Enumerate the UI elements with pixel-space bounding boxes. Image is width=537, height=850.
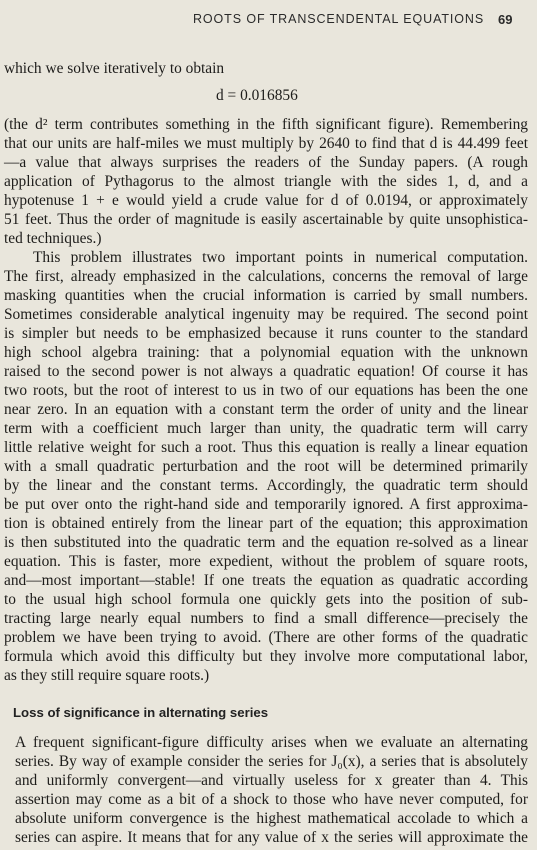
text-line: tracting large nearly equal numbers to find a small difference—precisely the xyxy=(4,610,528,627)
text-line: near zero. In an equation with a constant term the order of unity and the linear xyxy=(4,401,528,418)
text-line: raised to the second power is not always a quadratic equation! Of course it has xyxy=(4,363,528,380)
running-head-title: ROOTS OF TRANSCENDENTAL EQUATIONS xyxy=(193,12,485,26)
section-heading: Loss of significance in alternating series xyxy=(13,705,269,720)
text-line: hypotenuse 1 + e would yield a crude value for d of 0.0194, or approximately xyxy=(4,192,528,209)
text-line: tion is obtained entirely from the linear part of the equation; this approximation xyxy=(4,515,528,532)
text-line: high school algebra training: that a polynomial equation with the unknown xyxy=(4,344,528,361)
text-line: and—most important—stable! If one treats the equation as quadratic according xyxy=(4,572,528,589)
text-line: The first, already emphasized in the calculations, concerns the removal of large xyxy=(4,268,528,285)
paragraph-first-line: This problem illustrates two important points in numerical computation. xyxy=(33,249,528,266)
text-line: series. By way of example consider the series for J₀(x), a series that is absolutely xyxy=(15,753,528,770)
text-line: two roots, but the root of interest to us in two of our equations has been the one xyxy=(4,382,528,399)
text-line: equation. This is faster, more expedient, without the problem of square roots, xyxy=(4,553,528,570)
text-line: series can aspire. It means that for any value of x the series will approximate the xyxy=(15,829,528,846)
text-line: as they still require square roots.) xyxy=(4,667,210,684)
text-line: with a small quadratic perturbation and the root will be determined primarily xyxy=(4,458,528,475)
text-line: problem we have been trying to avoid. (There are other forms of the quadratic xyxy=(4,629,528,646)
text-line: application of Pythagorus to the almost triangle with the sides 1, d, and a xyxy=(4,173,528,190)
running-head xyxy=(0,12,537,30)
text-line: that our units are half-miles we must multiply by 2640 to find that d is 44.499 feet xyxy=(4,135,528,152)
text-line: little relative weight for such a root. Thus this equation is really a linear equation xyxy=(4,439,528,456)
text-line: by the linear and the constant terms. Accordingly, the quadratic term should xyxy=(4,477,528,494)
text-line: assertion may come as a bit of a shock to those who have never computed, for xyxy=(15,791,528,808)
paragraph-first-line: A frequent significant-figure difficulty arises when we evaluate an alternating xyxy=(15,734,528,751)
text-line: is then substituted into the quadratic term and the equation re-solved as a linear xyxy=(4,534,528,551)
text-line: is simpler but needs to be emphasized because it runs counter to the standard xyxy=(4,325,528,342)
text-line: —a value that always surprises the readers of the Sunday papers. (A rough xyxy=(4,154,528,171)
page-number: 69 xyxy=(498,12,513,27)
text-line: ted techniques.) xyxy=(4,230,102,247)
text-line: term with a coefficient much larger than unity, the quadratic term will carry xyxy=(4,420,528,437)
text-line: be put over onto the right-hand side and temporarily ignored. A first approxima- xyxy=(4,496,528,513)
text-line: 51 feet. Thus the order of magnitude is easily ascertainable by quite unsophistica- xyxy=(4,211,528,228)
text-line: masking quantities when the crucial information is carried by small numbers. xyxy=(4,287,528,304)
text-line: Sometimes considerable analytical ingenuity may be required. The second point xyxy=(4,306,528,323)
text-line: absolute uniform convergence is the highest mathematical accolade to which a xyxy=(15,810,528,827)
display-equation: d = 0.016856 xyxy=(216,87,298,104)
text-line: (the d² term contributes something in the fifth significant figure). Remembering xyxy=(4,116,528,133)
text-line: and uniformly convergent—and virtually useless for x greater than 4. This xyxy=(15,772,528,789)
text-line: to the usual high school formula one quickly gets into the position of sub- xyxy=(4,591,528,608)
text-line: formula which avoid this difficulty but they involve more computational labor, xyxy=(4,648,528,665)
text-line: which we solve iteratively to obtain xyxy=(4,60,225,77)
